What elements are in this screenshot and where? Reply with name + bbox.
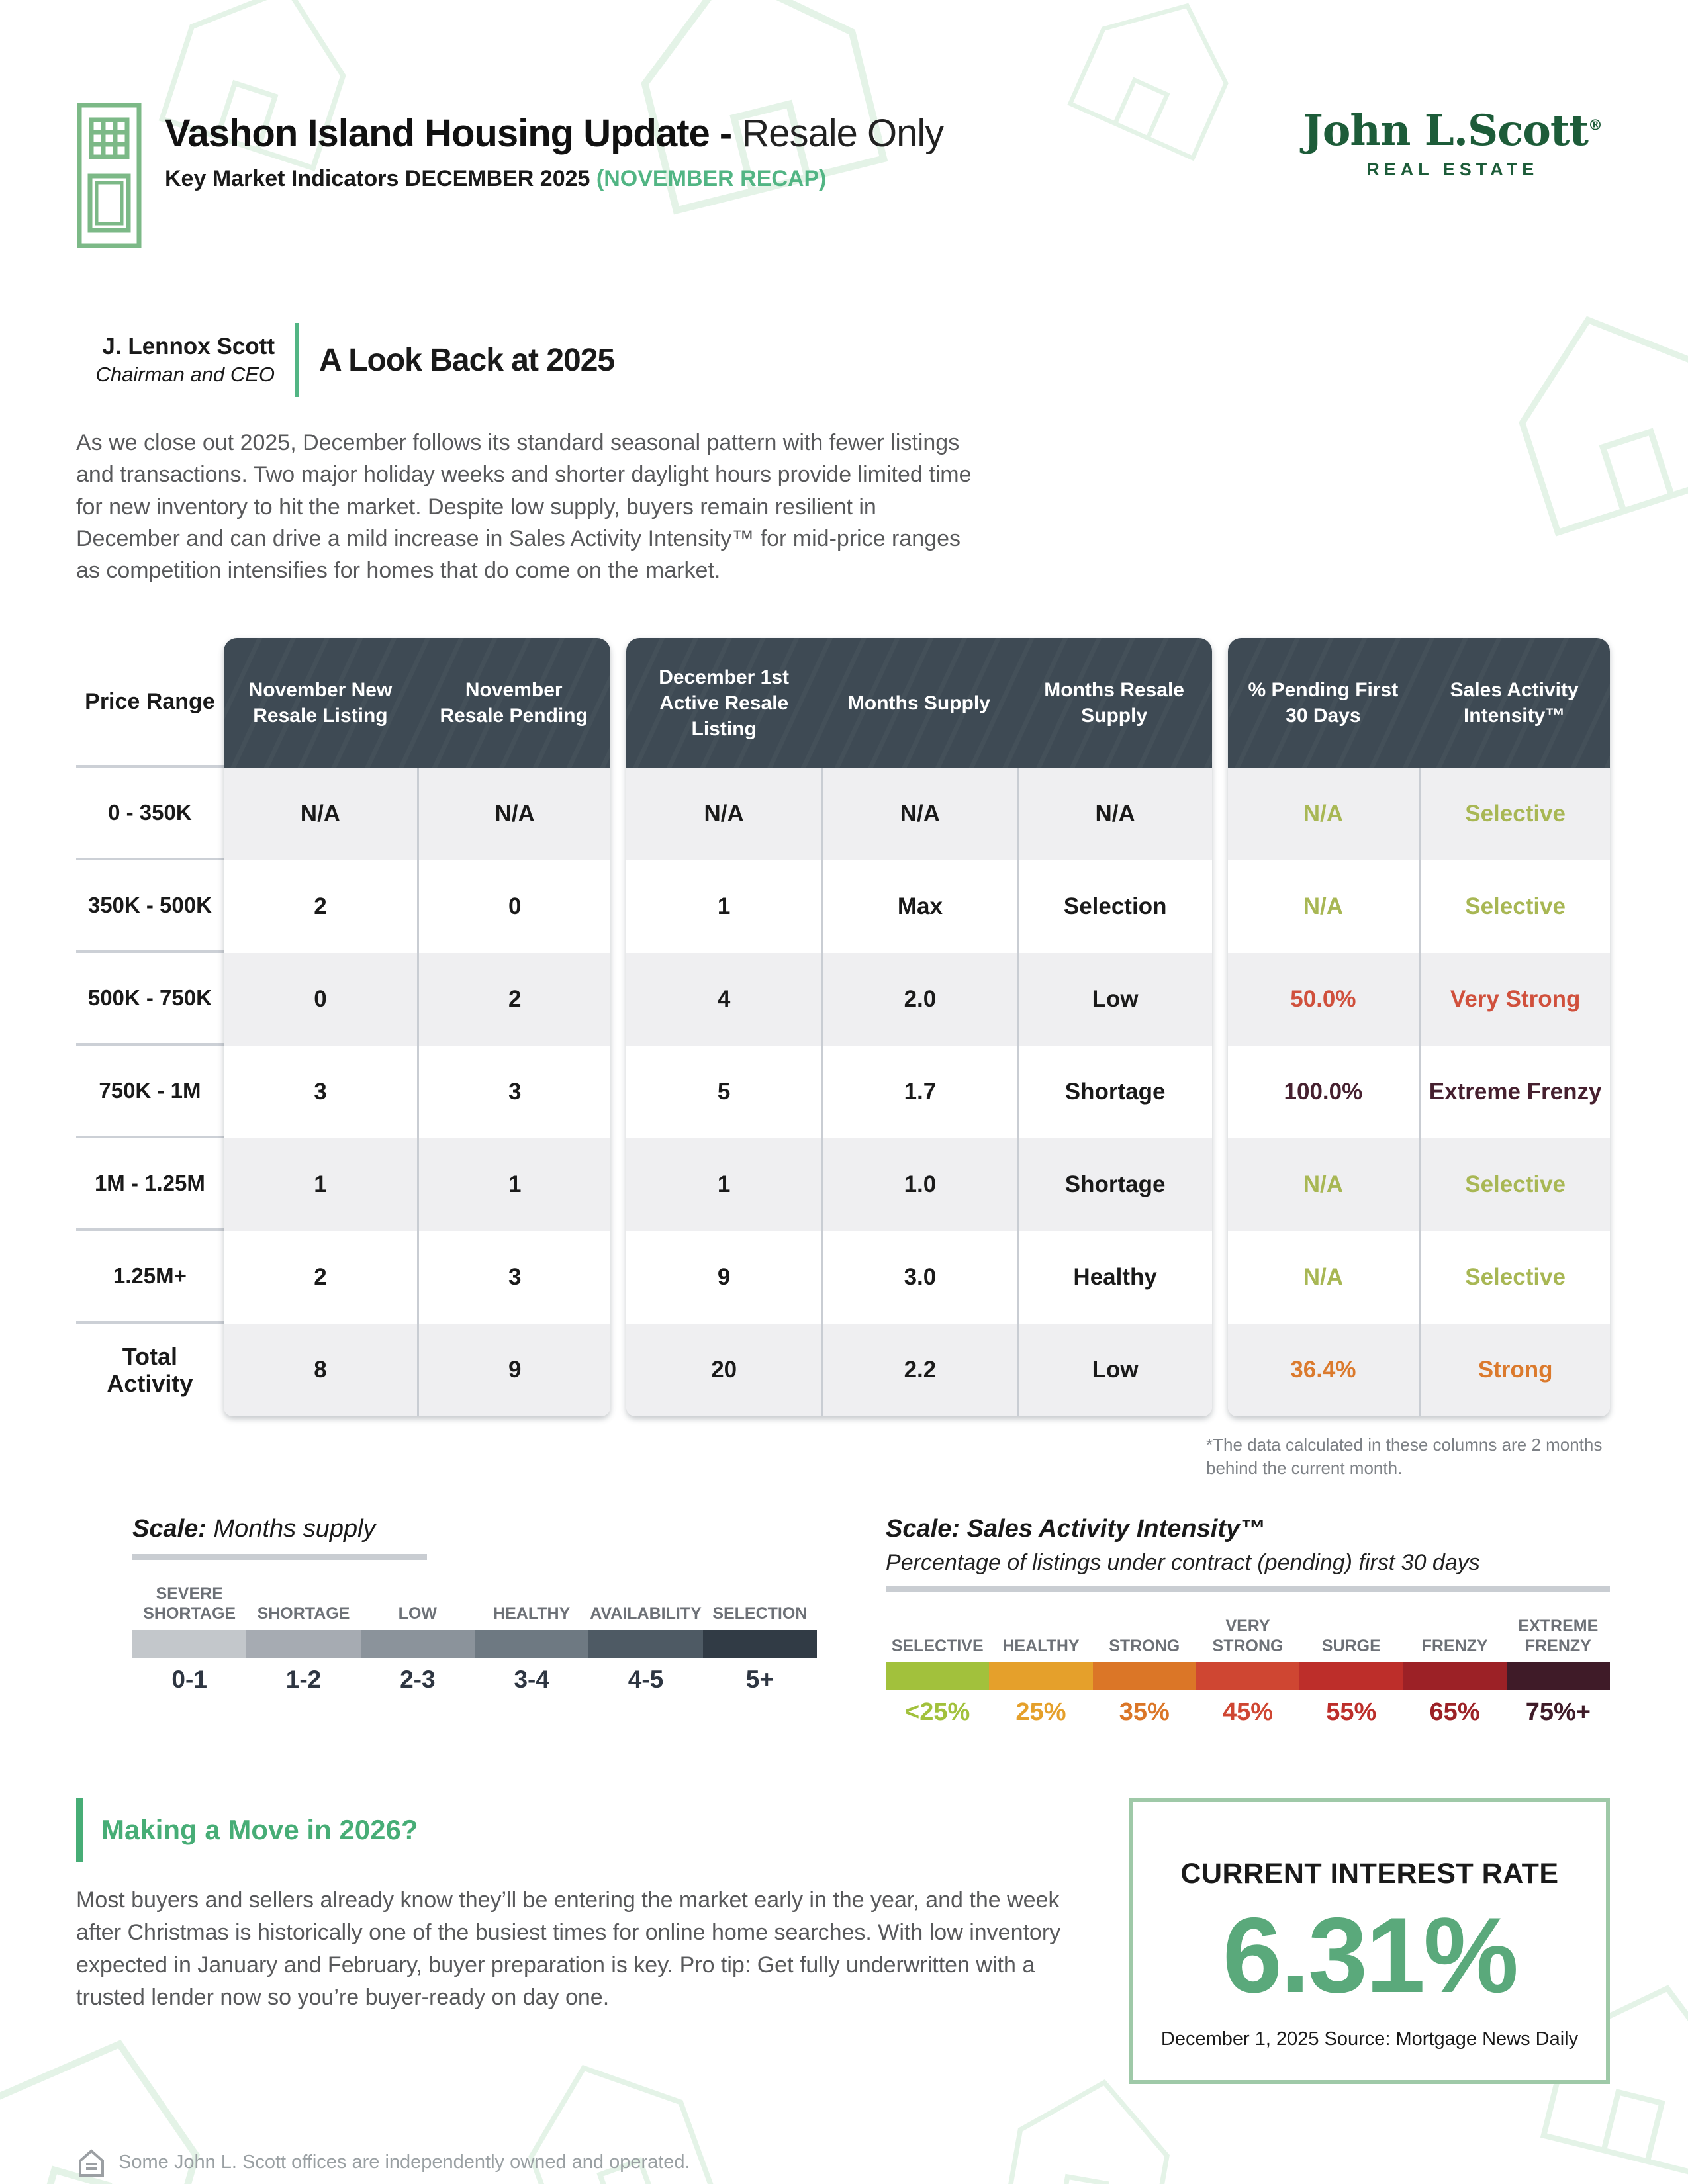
- rate-title: CURRENT INTEREST RATE: [1180, 1857, 1559, 1889]
- table-row: [626, 860, 1211, 953]
- rate-source: December 1, 2025 Source: Mortgage News Daily: [1160, 2028, 1579, 2050]
- segment-swatch: [1196, 1662, 1299, 1690]
- segment-range: 5+: [745, 1665, 774, 1693]
- segment-range: 45%: [1222, 1698, 1274, 1726]
- scale-segment: [1299, 1610, 1403, 1727]
- author-role: Chairman and CEO: [95, 363, 275, 386]
- page-footer: [76, 2148, 1610, 2178]
- segment-swatch: [886, 1662, 989, 1690]
- market-indicators-table: [76, 638, 1610, 1416]
- column-header: November Resale Pending: [440, 679, 588, 727]
- scale-segment: [132, 1577, 246, 1694]
- segment-label: SELECTIVE: [891, 1636, 984, 1655]
- scale-segment: [246, 1577, 360, 1694]
- scale-segment: [361, 1577, 475, 1694]
- price-range-label: 0 - 350K: [76, 768, 224, 860]
- cell-value: N/A: [300, 801, 341, 827]
- segment-range: 35%: [1119, 1698, 1170, 1726]
- table-row: [626, 1231, 1211, 1324]
- segment-label: SURGE: [1321, 1636, 1381, 1655]
- pct-pending-value: N/A: [1303, 801, 1344, 827]
- logo-tagline: REAL ESTATE: [1366, 159, 1539, 179]
- cell-value: Low: [1017, 953, 1212, 1046]
- column-header: Months Resale Supply: [1044, 679, 1184, 727]
- segment-swatch: [588, 1630, 702, 1658]
- cell-value: 1: [717, 893, 731, 920]
- cell-value: 8: [314, 1357, 327, 1383]
- intensity-group: [1228, 638, 1611, 1416]
- cell-value: 1: [314, 1171, 327, 1198]
- page-subtitle: [165, 166, 943, 192]
- registered-mark: ®: [1588, 116, 1602, 134]
- cell-value: 2.0: [821, 953, 1017, 1046]
- cell-value: Low: [1017, 1324, 1212, 1416]
- segment-range: 2-3: [400, 1665, 436, 1693]
- segment-range: 65%: [1429, 1698, 1480, 1726]
- table-row: [224, 768, 611, 860]
- table-row: [626, 768, 1211, 860]
- segment-swatch: [475, 1630, 588, 1658]
- segment-range: 75%+: [1525, 1698, 1591, 1726]
- scale-segment: [588, 1577, 702, 1694]
- segment-label: EXTREME FRENZY: [1518, 1616, 1599, 1655]
- segment-swatch: [1093, 1662, 1196, 1690]
- segment-label: SEVERE SHORTAGE: [143, 1584, 236, 1623]
- cell-value: 9: [417, 1324, 610, 1416]
- interest-rate-box: [1129, 1798, 1610, 2084]
- segment-swatch: [989, 1662, 1092, 1690]
- cell-value: 2.2: [821, 1324, 1017, 1416]
- rate-value: 6.31%: [1222, 1895, 1517, 2015]
- cell-value: N/A: [821, 768, 1017, 860]
- table-row: [224, 1138, 611, 1231]
- months-supply-scale: [132, 1515, 817, 1727]
- segment-range: <25%: [905, 1698, 970, 1726]
- column-header: Months Supply: [847, 692, 990, 714]
- segment-range: 55%: [1326, 1698, 1377, 1726]
- table-row: [1228, 953, 1611, 1046]
- intro-paragraph: As we close out 2025, December follows its standard seasonal pattern with fewer listings and transactions. Two major holiday weeks and shorter daylight hours provide limited time for new inventory to hit the market. Despite low supply, buyers remain resilient in December and can drive a mild increase in Sales Activity Intensity™ for mid-price ranges as competition intensifies for homes that do come on the market.: [76, 430, 972, 584]
- column-header: % Pending First 30 Days: [1248, 679, 1399, 727]
- cell-value: Healthy: [1017, 1231, 1212, 1324]
- cell-value: 2: [314, 893, 327, 920]
- price-range-label: 500K - 750K: [76, 953, 224, 1046]
- table-row: [224, 953, 611, 1046]
- green-divider: [295, 323, 299, 397]
- segment-label: FRENZY: [1421, 1636, 1488, 1655]
- cell-value: 1.7: [821, 1046, 1017, 1138]
- logo-name: John L.Scott: [1303, 106, 1588, 156]
- cell-value: 4: [717, 986, 731, 1013]
- segment-swatch: [1299, 1662, 1403, 1690]
- table-row: [224, 860, 611, 953]
- group-header: [1228, 638, 1611, 768]
- segment-label: LOW: [398, 1604, 437, 1623]
- page-title: [165, 111, 943, 156]
- scale-segment: [475, 1577, 588, 1694]
- pct-pending-value: N/A: [1303, 893, 1344, 920]
- table-row: [626, 953, 1211, 1046]
- pct-pending-value: 36.4%: [1290, 1357, 1356, 1383]
- cell-value: 1: [417, 1138, 610, 1231]
- table-row-total: [626, 1324, 1211, 1416]
- november-listings-group: [224, 638, 611, 1416]
- intro-section: [76, 323, 1610, 586]
- pct-pending-value: 50.0%: [1290, 986, 1356, 1013]
- scale-title-rest: Months supply: [206, 1514, 376, 1543]
- table-row: [1228, 1138, 1611, 1231]
- move-paragraph: Most buyers and sellers already know they’ll be entering the market early in the year, and the week after Christmas is historically one of the busiest times for online home searches. With low inventory expected in January and February, buyer preparation is key. Pro tip: Get fully underwritten with a trusted lender now so you’re buyer-ready on day one.: [76, 1887, 1061, 2011]
- footer-text: Some John L. Scott offices are independently owned and operated.: [118, 2152, 690, 2173]
- green-accent-bar: [76, 1798, 83, 1862]
- table-row: [1228, 1231, 1611, 1324]
- report-header: [76, 99, 1610, 249]
- pct-pending-value: N/A: [1303, 1171, 1344, 1198]
- cell-value: 20: [711, 1357, 737, 1383]
- table-row: [1228, 860, 1611, 953]
- segment-label: HEALTHY: [493, 1604, 571, 1623]
- price-range-label: 1.25M+: [76, 1231, 224, 1324]
- cell-value: Shortage: [1017, 1138, 1212, 1231]
- intensity-value: Selective: [1419, 1231, 1610, 1324]
- pct-pending-value: N/A: [1303, 1264, 1344, 1291]
- segment-range: 25%: [1015, 1698, 1066, 1726]
- column-header: Sales Activity Intensity™: [1450, 679, 1579, 727]
- total-activity-label: Total Activity: [107, 1342, 193, 1398]
- cell-value: 1: [717, 1171, 731, 1198]
- cell-value: 1.0: [821, 1138, 1017, 1231]
- scale-segment: [989, 1610, 1092, 1727]
- price-range-column: [76, 638, 224, 1416]
- intensity-value: Selective: [1419, 860, 1610, 953]
- scale-segment: [1403, 1610, 1506, 1727]
- pct-pending-value: 100.0%: [1284, 1079, 1363, 1105]
- intensity-value: Very Strong: [1419, 953, 1610, 1046]
- equal-housing-icon: [76, 2148, 107, 2178]
- table-footnote: *The data calculated in these columns are 2 months behind the current month.: [1206, 1435, 1603, 1479]
- scale-legends: [76, 1515, 1610, 1727]
- cell-value: Selection: [1017, 860, 1212, 953]
- segment-swatch: [703, 1630, 817, 1658]
- scale-segment: [1507, 1610, 1610, 1727]
- cell-value: N/A: [417, 768, 610, 860]
- scale-segment: [1196, 1610, 1299, 1727]
- cell-value: 3: [314, 1079, 327, 1105]
- cell-value: 9: [717, 1264, 731, 1291]
- column-header: November New Resale Listing: [248, 679, 393, 727]
- move-heading: Making a Move in 2026?: [101, 1813, 418, 1845]
- cell-value: 2: [314, 1264, 327, 1291]
- segment-range: 4-5: [628, 1665, 664, 1693]
- segment-swatch: [361, 1630, 475, 1658]
- sales-activity-intensity-scale: [886, 1515, 1610, 1727]
- john-l-scott-logo: [1303, 106, 1610, 180]
- segment-swatch: [1403, 1662, 1506, 1690]
- price-range-label: 750K - 1M: [76, 1046, 224, 1138]
- subtitle-recap: (NOVEMBER RECAP): [596, 166, 827, 191]
- group-header: [626, 638, 1211, 768]
- segment-label: STRONG: [1109, 1636, 1180, 1655]
- scale-title-bold: Scale:: [132, 1514, 207, 1543]
- supply-group: [626, 638, 1211, 1416]
- segment-label: SELECTION: [712, 1604, 808, 1623]
- intensity-value: Selective: [1419, 768, 1610, 860]
- cell-value: N/A: [1017, 768, 1212, 860]
- section-heading: A Look Back at 2025: [319, 342, 615, 378]
- group-header: [224, 638, 611, 768]
- intensity-value: Selective: [1419, 1138, 1610, 1231]
- window-icon: [76, 102, 142, 249]
- column-header: December 1st Active Resale Listing: [659, 666, 790, 740]
- page-title-suffix: Resale Only: [741, 112, 944, 155]
- scale-segment: [1093, 1610, 1196, 1727]
- page-title-main: Vashon Island Housing Update -: [165, 112, 732, 155]
- intensity-value: Strong: [1419, 1324, 1610, 1416]
- price-range-label: 1M - 1.25M: [76, 1138, 224, 1231]
- cell-value: Max: [821, 860, 1017, 953]
- cell-value: 2: [417, 953, 610, 1046]
- segment-swatch: [246, 1630, 360, 1658]
- segment-range: 3-4: [514, 1665, 549, 1693]
- segment-swatch: [1507, 1662, 1610, 1690]
- table-row: [224, 1231, 611, 1324]
- table-row-total: [224, 1324, 611, 1416]
- segment-label: SHORTAGE: [257, 1604, 350, 1623]
- cell-value: N/A: [704, 801, 744, 827]
- price-range-label: 350K - 500K: [76, 860, 224, 953]
- cell-value: 3.0: [821, 1231, 1017, 1324]
- table-row-total: [1228, 1324, 1611, 1416]
- making-a-move-section: [76, 1798, 1082, 2084]
- table-row: [626, 1138, 1211, 1231]
- segment-range: 0-1: [171, 1665, 207, 1693]
- price-range-header: Price Range: [76, 638, 224, 768]
- cell-value: 3: [417, 1046, 610, 1138]
- segment-swatch: [132, 1630, 246, 1658]
- cell-value: 3: [417, 1231, 610, 1324]
- bottom-section: [76, 1798, 1610, 2084]
- cell-value: 0: [417, 860, 610, 953]
- author-block: [76, 334, 275, 387]
- author-name: J. Lennox Scott: [102, 334, 275, 359]
- segment-label: AVAILABILITY: [590, 1604, 702, 1623]
- cell-value: 5: [717, 1079, 731, 1105]
- logo-wordmark: [1303, 106, 1602, 156]
- scale-subtitle: Percentage of listings under contract (pending) first 30 days: [886, 1549, 1480, 1575]
- table-row: [224, 1046, 611, 1138]
- segment-label: HEALTHY: [1002, 1636, 1080, 1655]
- table-row: [626, 1046, 1211, 1138]
- intensity-value: Extreme Frenzy: [1419, 1046, 1610, 1138]
- table-row: [1228, 1046, 1611, 1138]
- cell-value: Shortage: [1017, 1046, 1212, 1138]
- scale-underline: [886, 1586, 1610, 1592]
- scale-title-bold: Scale: Sales Activity Intensity™: [886, 1514, 1266, 1543]
- cell-value: 0: [314, 986, 327, 1013]
- scale-segment: [703, 1577, 817, 1694]
- scale-underline: [132, 1554, 427, 1560]
- subtitle-text: Key Market Indicators DECEMBER 2025: [165, 166, 590, 191]
- scale-segment: [886, 1610, 989, 1727]
- segment-label: VERY STRONG: [1212, 1616, 1284, 1655]
- table-row: [1228, 768, 1611, 860]
- segment-range: 1-2: [285, 1665, 322, 1693]
